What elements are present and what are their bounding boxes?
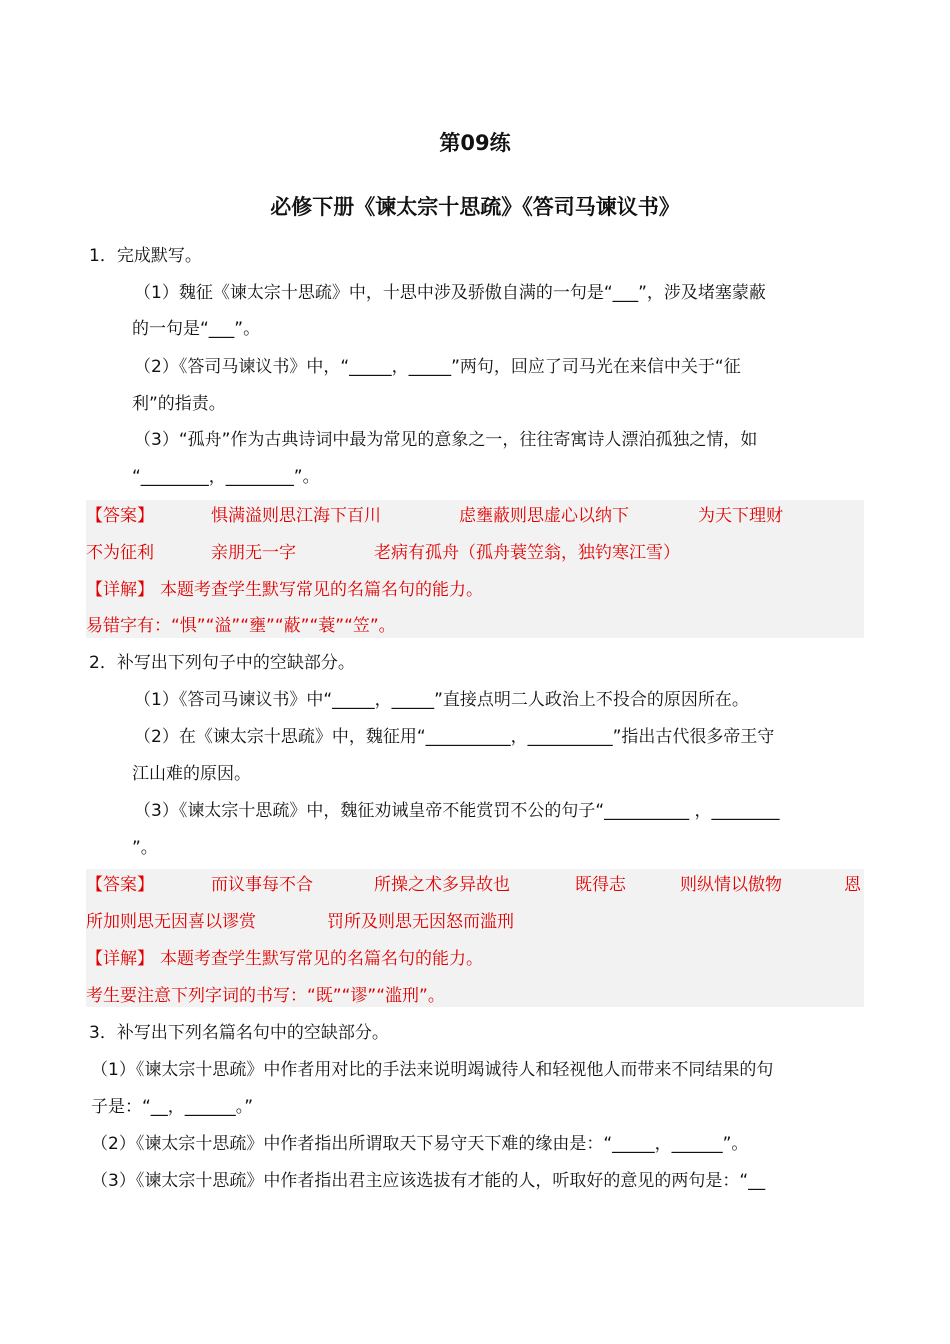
q2-part1: （1）《答司马谏议书》中“_____，_____”直接点明二人政治上不投合的原因所在。 [134,690,749,710]
q1-answer-2: 虑壅蔽则思虚心以纳下 [459,506,629,526]
q2-answer-5-end: 所加则思无因喜以谬赏 [86,912,256,932]
q1-detail: 本题考查学生默写常见的名篇名句的能力。 [160,580,483,600]
q1-part1-line2: 的一句是“___”。 [132,319,261,339]
q1-part2-line2: 利”的指责。 [132,394,226,414]
q2-part2-line1: （2）在《谏太宗十思疏》中，魏征用“__________，__________”指出古代很多帝王守 [134,727,775,747]
q2-detail: 本题考查学生默写常见的名篇名句的能力。 [160,949,483,969]
q2-answer-6: 罚所及则思无因怒而滥刑 [327,912,514,932]
q3-stem: 3．补写出下列名篇名句中的空缺部分。 [89,1023,389,1043]
q2-detail-tag: 【详解】 [86,949,154,969]
q1-answer-4: 不为征利 [86,543,154,563]
q1-part1-line1: （1）魏征《谏太宗十思疏》中，十思中涉及骄傲自满的一句是“___”，涉及堵塞蒙蔽 [134,283,766,303]
q2-stem: 2．补写出下列句子中的空缺部分。 [89,653,355,673]
q2-answer-3: 既得志 [575,875,626,895]
q1-detail-tag: 【详解】 [86,580,154,600]
q1-answer-5: 亲朋无一字 [211,543,296,563]
q2-answer-5-start: 恩 [844,875,861,895]
q1-note: 易错字有：“惧”“溢”“壅”“蔽”“蓑”“笠”。 [86,616,396,636]
q1-part2-line1: （2）《答司马谏议书》中，“_____，_____”两句，回应了司马光在来信中关于“征 [134,357,741,377]
q1-part3-line2: “________，________”。 [132,467,320,487]
q2-note: 考生要注意下列字词的书写：“既”“谬”“滥刑”。 [86,986,445,1006]
q1-part3-line1: （3）“孤舟”作为古典诗词中最为常见的意象之一，往往寄寓诗人漂泊孤独之情，如 [134,430,758,450]
q2-answer-tag: 【答案】 [86,875,154,895]
q1-answer-1: 惧满溢则思江海下百川 [211,506,381,526]
q3-part2: （2）《谏太宗十思疏》中作者指出所谓取天下易守天下难的缘由是：“_____，______”。 [91,1134,749,1154]
q1-answer-tag: 【答案】 [86,506,154,526]
q1-answer-6: 老病有孤舟（孤舟蓑笠翁，独钓寒江雪） [374,543,680,563]
q2-answer-2: 所操之术多异故也 [374,875,510,895]
q3-part1-line2: 子是：“__，______。” [91,1097,254,1117]
exercise-title: 第09练 [439,131,511,155]
q2-part3-line2: ”。 [132,838,158,858]
q3-part1-line1: （1）《谏太宗十思疏》中作者用对比的手法来说明竭诚待人和轻视他人而带来不同结果的句 [91,1060,774,1080]
q2-answer-1: 而议事每不合 [211,875,313,895]
q2-part3-line1: （3）《谏太宗十思疏》中，魏征劝诫皇帝不能赏罚不公的句子“__________ ，________ [134,801,780,821]
q1-stem: 1．完成默写。 [89,246,202,266]
q3-part3: （3）《谏太宗十思疏》中作者指出君主应该选拔有才能的人，听取好的意见的两句是：“__ [91,1171,766,1191]
lesson-subtitle: 必修下册《谏太宗十思疏》《答司马谏议书》 [270,195,680,219]
q2-part2-line2: 江山难的原因。 [132,764,251,784]
q1-answer-3: 为天下理财 [698,506,783,526]
q2-answer-4: 则纵情以傲物 [680,875,782,895]
